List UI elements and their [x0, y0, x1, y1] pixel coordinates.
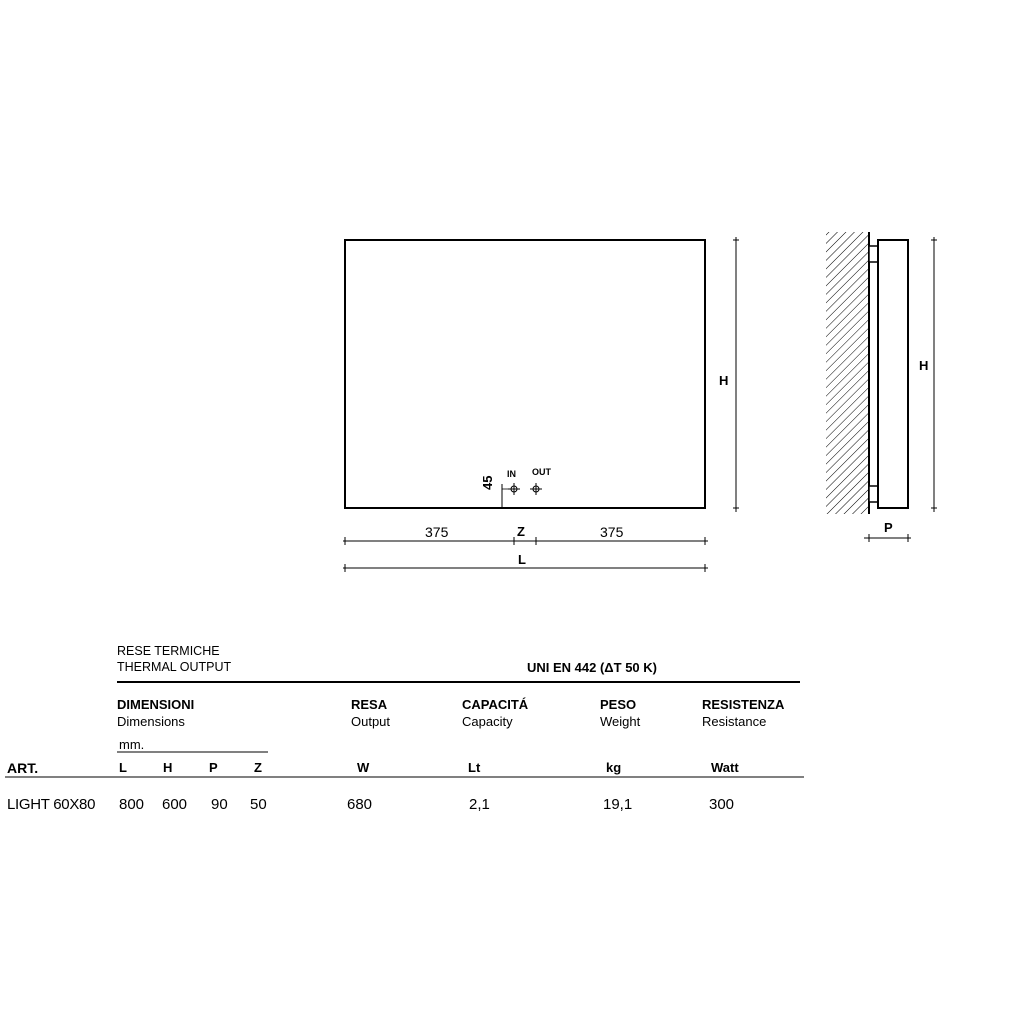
weight-header-en: Weight: [600, 714, 641, 729]
dimensions-unit: mm.: [119, 737, 145, 752]
front-height-label: H: [719, 373, 729, 388]
dimensions-header-en: Dimensions: [117, 714, 185, 729]
dimensions-header-it: DIMENSIONI: [117, 697, 195, 712]
table-title-it: RESE TERMICHE: [117, 644, 220, 658]
offset-label: 45: [480, 475, 495, 490]
col-h: H: [163, 760, 173, 775]
side-view: [826, 232, 937, 542]
weight-header-it: PESO: [600, 697, 637, 712]
col-z: Z: [254, 760, 262, 775]
radiator-side-profile: [878, 240, 908, 508]
radiator-front-panel: [345, 240, 705, 508]
row-p: 90: [211, 796, 228, 813]
table-title-en: THERMAL OUTPUT: [117, 660, 232, 674]
outlet-label: OUT: [532, 467, 551, 477]
length-label: L: [518, 552, 526, 567]
outlet-connection-icon: [530, 483, 542, 495]
wall-hatching: [826, 232, 869, 514]
output-header-it: RESA: [351, 697, 388, 712]
front-view: [343, 237, 739, 572]
resistance-header-en: Resistance: [702, 714, 767, 729]
col-p: P: [209, 760, 218, 775]
row-z: 50: [250, 796, 267, 813]
col-w: W: [357, 760, 370, 775]
right-segment-label: 375: [600, 524, 624, 540]
left-segment-label: 375: [425, 524, 449, 540]
inlet-label: IN: [507, 469, 516, 479]
row-watt: 300: [709, 796, 735, 813]
standard-label: UNI EN 442 (ΔT 50 K): [527, 660, 657, 675]
lower-bracket: [869, 486, 878, 502]
col-kg: kg: [606, 760, 622, 775]
row-art: LIGHT 60X80: [7, 796, 96, 813]
output-header-en: Output: [351, 714, 391, 729]
z-label: Z: [517, 524, 525, 539]
col-watt: Watt: [711, 760, 739, 775]
capacity-header-en: Capacity: [462, 714, 513, 729]
upper-bracket: [869, 246, 878, 262]
row-l: 800: [119, 796, 145, 813]
depth-label: P: [884, 520, 893, 535]
row-lt: 2,1: [469, 796, 490, 813]
row-kg: 19,1: [603, 796, 633, 813]
col-art: ART.: [7, 760, 39, 776]
side-height-label: H: [919, 358, 929, 373]
row-w: 680: [347, 796, 373, 813]
col-lt: Lt: [468, 760, 481, 775]
resistance-header-it: RESISTENZA: [702, 697, 785, 712]
row-h: 600: [162, 796, 188, 813]
col-l: L: [119, 760, 127, 775]
capacity-header-it: CAPACITÁ: [462, 697, 529, 712]
